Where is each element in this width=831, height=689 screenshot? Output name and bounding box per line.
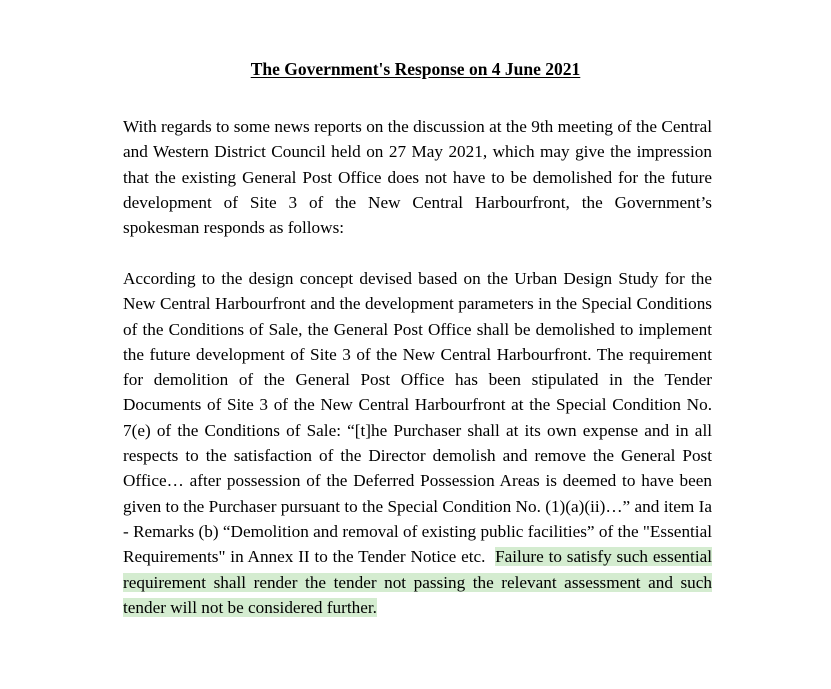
paragraph-design-concept: [123, 266, 712, 620]
document-title: [0, 57, 831, 81]
document-title-text: The Government's Response on 4 June 2021: [250, 59, 581, 79]
paragraph-intro: With regards to some news reports on the discussion at the 9th meeting of the Central and Western District Council held on 27 May 2021, which may give the impression that the existing General Post Office does not have to be demolished for the future development of Site 3 of the New Central Harbourfront, the Government’s spokesman responds as follows:: [123, 117, 712, 238]
highlighted-text: Failure to satisfy such essential requirement shall render the tender not passing the relevant assessment and such tender will not be considered further.: [123, 547, 713, 617]
paragraph-design-concept-text: According to the design concept devised based on the Urban Design Study for the New Central Harbourfront and the development parameters in the Special Conditions of the Conditions of Sale, the General Post Office shall be demolished to implement the future development of Site 3 of the New Central Harbourfront. The requirement for demolition of the General Post Office has been stipulated in the Tender Documents of Site 3 of the New Central Harbourfront at the Special Condition No. 7(e) of the Conditions of Sale: “[t]he Purchaser shall at its own expense and in all respects to the satisfaction of the Director demolish and remove the General Post Office… after possession of the Deferred Possession Areas is deemed to have been given to the Purchaser pursuant to the Special Condition No. (1)(a)(ii)…” and item Ia - Remarks (b) “Demolition and removal of existing public facilities” of the "Essential Requirements" in Annex II to the Tender Notice etc.: [123, 269, 712, 567]
